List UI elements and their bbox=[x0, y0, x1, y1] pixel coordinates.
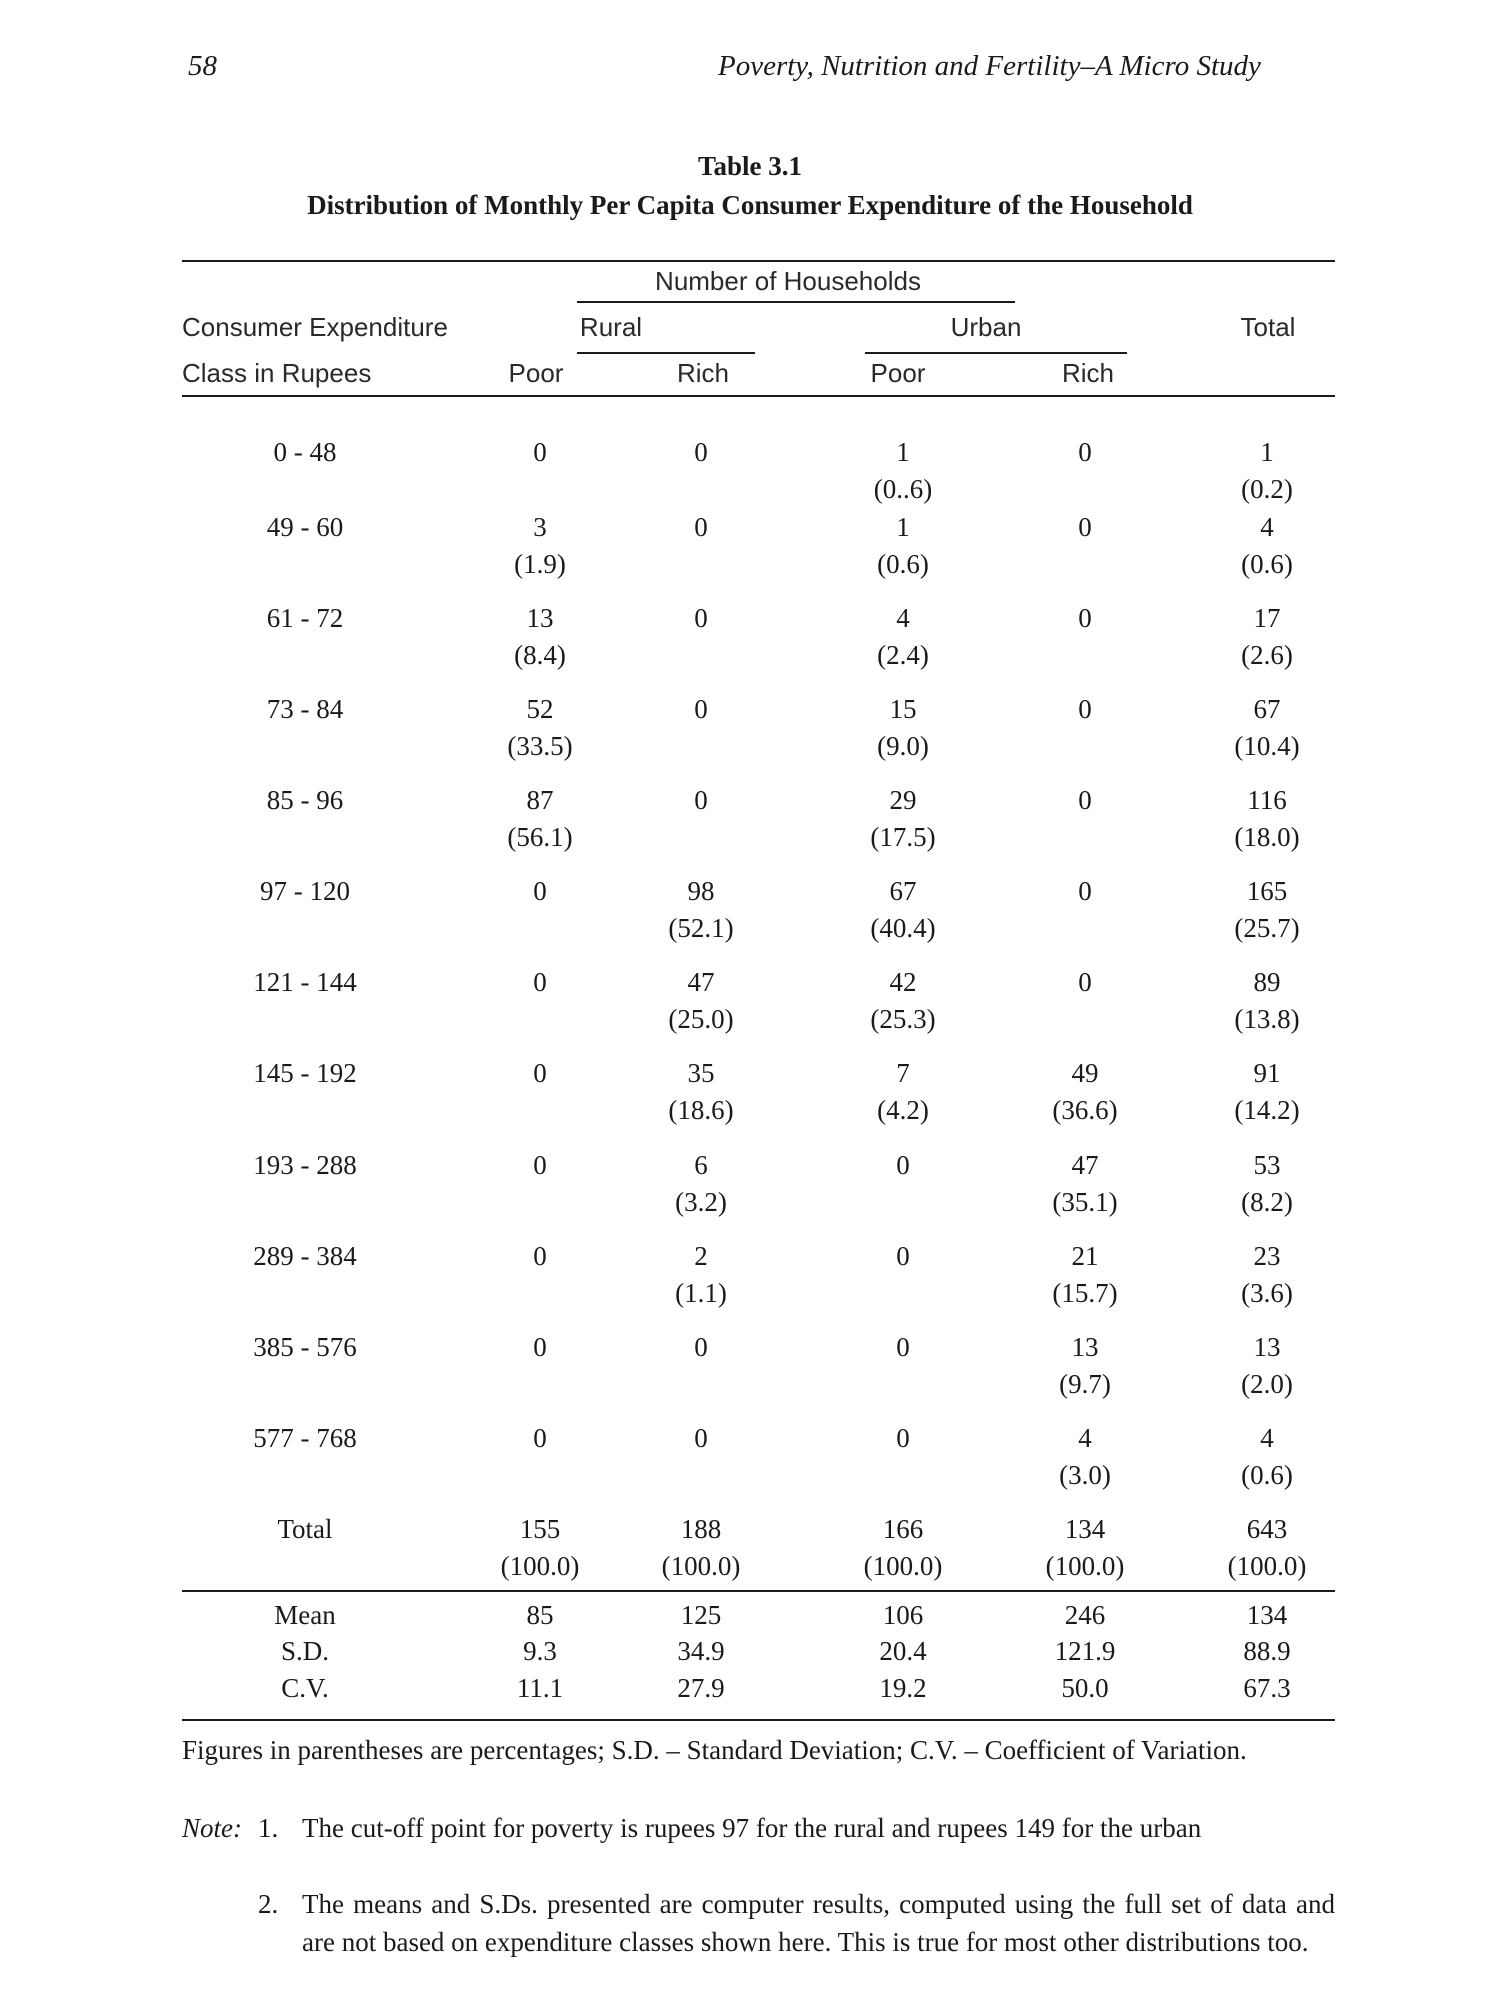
stat-label: Mean bbox=[274, 1600, 336, 1630]
cell-count: 188 bbox=[680, 1514, 722, 1544]
row-class-label: 577 - 768 bbox=[253, 1423, 357, 1453]
note-label: Note: bbox=[182, 1813, 242, 1843]
stat-value: 85 bbox=[526, 1600, 554, 1630]
stat-value: 67.3 bbox=[1243, 1673, 1291, 1703]
cell-count: 49 bbox=[1071, 1058, 1099, 1088]
row-class-label: 49 - 60 bbox=[266, 512, 344, 542]
note-2-text: The means and S.Ds. presented are computer results, computed using the full set of data and are not based on expenditure classes shown here. This is true for most other distributions too. bbox=[302, 1889, 1335, 1957]
cell-count: 1 bbox=[896, 512, 910, 542]
cell-percentage: (8.2) bbox=[1241, 1187, 1293, 1217]
cell-percentage: (35.1) bbox=[1052, 1187, 1118, 1217]
stat-value: 20.4 bbox=[879, 1636, 927, 1666]
stat-value: 34.9 bbox=[677, 1636, 725, 1666]
cell-percentage: (1.1) bbox=[675, 1278, 727, 1308]
top-rule bbox=[182, 260, 1335, 262]
page-number: 58 bbox=[188, 50, 217, 82]
rural-header-rule bbox=[577, 352, 755, 354]
bottom-rule bbox=[182, 1719, 1335, 1721]
stat-value: 27.9 bbox=[677, 1673, 725, 1703]
stat-value: 19.2 bbox=[879, 1673, 927, 1703]
cell-count: 0 bbox=[694, 603, 708, 633]
cell-count: 13 bbox=[526, 603, 554, 633]
cell-percentage: (100.0) bbox=[1045, 1551, 1125, 1581]
cell-count: 165 bbox=[1246, 876, 1288, 906]
cell-percentage: (9.7) bbox=[1059, 1369, 1111, 1399]
cell-percentage: (2.0) bbox=[1241, 1369, 1293, 1399]
cell-percentage: (25.0) bbox=[668, 1004, 734, 1034]
totals-rule bbox=[182, 1590, 1335, 1592]
cell-count: 155 bbox=[519, 1514, 561, 1544]
cell-count: 3 bbox=[533, 512, 547, 542]
rural-header: Rural bbox=[579, 312, 643, 342]
stat-value: 11.1 bbox=[516, 1673, 564, 1703]
cell-percentage: (3.2) bbox=[675, 1187, 727, 1217]
running-title: Poverty, Nutrition and Fertility–A Micro Study bbox=[718, 50, 1261, 82]
cell-count: 42 bbox=[889, 967, 917, 997]
note-1-number: 1. bbox=[258, 1813, 279, 1843]
cell-count: 67 bbox=[1253, 694, 1281, 724]
cell-count: 4 bbox=[1260, 512, 1274, 542]
row-class-label: 121 - 144 bbox=[253, 967, 357, 997]
cell-percentage: (13.8) bbox=[1234, 1004, 1300, 1034]
cell-count: 0 bbox=[896, 1423, 910, 1453]
cell-count: 52 bbox=[526, 694, 554, 724]
cell-count: 13 bbox=[1253, 1332, 1281, 1362]
header-bottom-rule bbox=[182, 395, 1335, 397]
stub-header-line1: Consumer Expenditure bbox=[182, 312, 448, 342]
cell-count: 0 bbox=[694, 437, 708, 467]
cell-count: 6 bbox=[694, 1150, 708, 1180]
cell-count: 1 bbox=[896, 437, 910, 467]
cell-count: 67 bbox=[889, 876, 917, 906]
cell-percentage: (56.1) bbox=[507, 822, 573, 852]
cell-percentage: (3.0) bbox=[1059, 1460, 1111, 1490]
cell-count: 0 bbox=[896, 1241, 910, 1271]
footnote-legend: Figures in parentheses are percentages; S.D. – Standard Deviation; C.V. – Coefficient of Variation. bbox=[182, 1735, 1247, 1765]
table-caption: Distribution of Monthly Per Capita Consumer Expenditure of the Household bbox=[307, 190, 1193, 220]
cell-count: 0 bbox=[1078, 785, 1092, 815]
cell-percentage: (17.5) bbox=[870, 822, 936, 852]
cell-count: 4 bbox=[1260, 1423, 1274, 1453]
cell-count: 0 bbox=[533, 1058, 547, 1088]
urban-poor-header: Poor bbox=[870, 358, 926, 388]
cell-percentage: (1.9) bbox=[514, 549, 566, 579]
table-label: Table 3.1 bbox=[697, 151, 803, 181]
cell-percentage: (0.6) bbox=[1241, 1460, 1293, 1490]
cell-count: 0 bbox=[694, 512, 708, 542]
cell-percentage: (0.6) bbox=[877, 549, 929, 579]
cell-percentage: (2.6) bbox=[1241, 640, 1293, 670]
cell-percentage: (52.1) bbox=[668, 913, 734, 943]
stat-value: 125 bbox=[680, 1600, 722, 1630]
cell-count: 0 bbox=[1078, 603, 1092, 633]
row-class-label: 385 - 576 bbox=[253, 1332, 357, 1362]
cell-count: 0 bbox=[533, 1423, 547, 1453]
cell-percentage: (8.4) bbox=[514, 640, 566, 670]
cell-count: 116 bbox=[1247, 785, 1287, 815]
stat-value: 106 bbox=[882, 1600, 924, 1630]
row-class-label: 193 - 288 bbox=[253, 1150, 357, 1180]
note-1-text: The cut-off point for poverty is rupees 97 for the rural and rupees 149 for the urban bbox=[302, 1813, 1202, 1843]
cell-percentage: (100.0) bbox=[661, 1551, 741, 1581]
cell-count: 13 bbox=[1071, 1332, 1099, 1362]
cell-percentage: (0..6) bbox=[873, 474, 933, 504]
group-header-rule bbox=[577, 301, 1015, 303]
cell-count: 98 bbox=[687, 876, 715, 906]
row-class-label: 145 - 192 bbox=[253, 1058, 357, 1088]
cell-count: 47 bbox=[687, 967, 715, 997]
stat-label: C.V. bbox=[281, 1673, 329, 1703]
stat-value: 88.9 bbox=[1243, 1636, 1291, 1666]
cell-percentage: (3.6) bbox=[1241, 1278, 1293, 1308]
cell-count: 0 bbox=[1078, 694, 1092, 724]
cell-percentage: (18.6) bbox=[668, 1095, 734, 1125]
cell-count: 0 bbox=[694, 785, 708, 815]
cell-count: 0 bbox=[896, 1150, 910, 1180]
cell-percentage: (0.6) bbox=[1241, 549, 1293, 579]
cell-percentage: (4.2) bbox=[877, 1095, 929, 1125]
cell-count: 91 bbox=[1253, 1058, 1281, 1088]
cell-count: 29 bbox=[889, 785, 917, 815]
cell-count: 0 bbox=[533, 1332, 547, 1362]
cell-percentage: (10.4) bbox=[1234, 731, 1300, 761]
cell-percentage: (2.4) bbox=[877, 640, 929, 670]
row-class-label: 85 - 96 bbox=[266, 785, 344, 815]
cell-count: 0 bbox=[533, 1150, 547, 1180]
cell-count: 2 bbox=[694, 1241, 708, 1271]
cell-count: 47 bbox=[1071, 1150, 1099, 1180]
cell-count: 134 bbox=[1064, 1514, 1106, 1544]
urban-header-rule bbox=[865, 352, 1127, 354]
total-header: Total bbox=[1240, 312, 1296, 342]
stat-value: 50.0 bbox=[1061, 1673, 1109, 1703]
cell-count: 23 bbox=[1253, 1241, 1281, 1271]
cell-count: 17 bbox=[1253, 603, 1281, 633]
cell-count: 0 bbox=[1078, 512, 1092, 542]
cell-percentage: (100.0) bbox=[1227, 1551, 1307, 1581]
cell-count: 0 bbox=[694, 694, 708, 724]
cell-count: 89 bbox=[1253, 967, 1281, 997]
cell-count: 4 bbox=[1078, 1423, 1092, 1453]
cell-percentage: (25.3) bbox=[870, 1004, 936, 1034]
cell-count: 35 bbox=[687, 1058, 715, 1088]
cell-count: 0 bbox=[533, 437, 547, 467]
cell-count: 15 bbox=[889, 694, 917, 724]
cell-count: 643 bbox=[1246, 1514, 1288, 1544]
cell-count: 0 bbox=[533, 876, 547, 906]
cell-percentage: (36.6) bbox=[1052, 1095, 1118, 1125]
cell-count: 53 bbox=[1253, 1150, 1281, 1180]
cell-count: 0 bbox=[1078, 967, 1092, 997]
cell-count: 4 bbox=[896, 603, 910, 633]
urban-rich-header: Rich bbox=[1061, 358, 1115, 388]
rural-poor-header: Poor bbox=[508, 358, 564, 388]
row-class-label: 97 - 120 bbox=[260, 876, 350, 906]
row-class-label: 289 - 384 bbox=[253, 1241, 357, 1271]
row-class-label: 0 - 48 bbox=[273, 437, 337, 467]
group-header: Number of Households bbox=[655, 266, 921, 296]
rural-rich-header: Rich bbox=[676, 358, 730, 388]
cell-count: 0 bbox=[694, 1332, 708, 1362]
row-class-label: 73 - 84 bbox=[266, 694, 344, 724]
stat-value: 9.3 bbox=[523, 1636, 557, 1666]
stat-value: 134 bbox=[1246, 1600, 1288, 1630]
row-class-label: Total bbox=[277, 1514, 333, 1544]
cell-count: 0 bbox=[533, 967, 547, 997]
cell-percentage: (25.7) bbox=[1234, 913, 1300, 943]
cell-percentage: (100.0) bbox=[863, 1551, 943, 1581]
cell-count: 1 bbox=[1260, 437, 1274, 467]
note-2-number: 2. bbox=[258, 1889, 279, 1919]
cell-percentage: (100.0) bbox=[500, 1551, 580, 1581]
cell-count: 87 bbox=[526, 785, 554, 815]
cell-percentage: (14.2) bbox=[1234, 1095, 1300, 1125]
cell-count: 0 bbox=[1078, 876, 1092, 906]
cell-count: 0 bbox=[1078, 437, 1092, 467]
cell-count: 0 bbox=[896, 1332, 910, 1362]
row-class-label: 61 - 72 bbox=[266, 603, 344, 633]
cell-count: 0 bbox=[694, 1423, 708, 1453]
stat-value: 121.9 bbox=[1054, 1636, 1116, 1666]
cell-count: 0 bbox=[533, 1241, 547, 1271]
cell-count: 166 bbox=[882, 1514, 924, 1544]
cell-percentage: (18.0) bbox=[1234, 822, 1300, 852]
cell-percentage: (15.7) bbox=[1052, 1278, 1118, 1308]
cell-count: 21 bbox=[1071, 1241, 1099, 1271]
urban-header: Urban bbox=[950, 312, 1022, 342]
cell-count: 7 bbox=[896, 1058, 910, 1088]
stat-label: S.D. bbox=[280, 1636, 330, 1666]
stub-header-line2: Class in Rupees bbox=[182, 358, 372, 388]
stat-value: 246 bbox=[1064, 1600, 1106, 1630]
cell-percentage: (40.4) bbox=[870, 913, 936, 943]
cell-percentage: (9.0) bbox=[877, 731, 929, 761]
cell-percentage: (0.2) bbox=[1241, 474, 1293, 504]
cell-percentage: (33.5) bbox=[507, 731, 573, 761]
